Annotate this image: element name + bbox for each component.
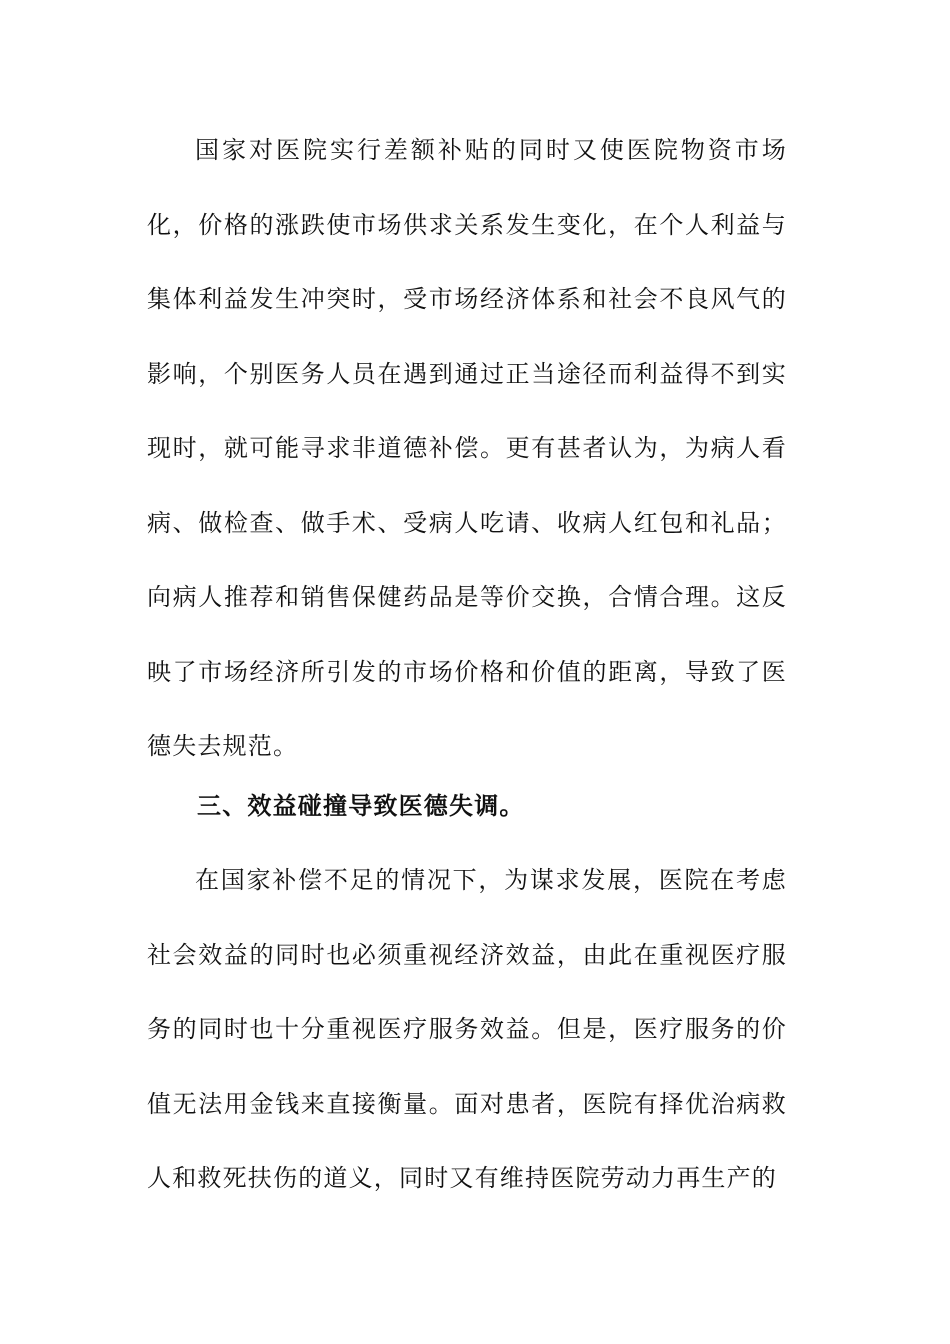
body-paragraph-2: 在国家补偿不足的情况下，为谋求发展，医院在考虑社会效益的同时也必须重视经济效益，由此在重视医疗服务的同时也十分重视医疗服务效益。但是，医疗服务的价值无法用金钱来直接衡量。面对患者，医院有择优治病救人和救死扶伤的道义，同时又有维持医院劳动力再生产的	[147, 866, 787, 1192]
section-heading-3: 三、效益碰撞导致医德失调。	[197, 791, 525, 820]
body-paragraph-1: 国家对医院实行差额补贴的同时又使医院物资市场化，价格的涨跌使市场供求关系发生变化，在个人利益与集体利益发生冲突时，受市场经济体系和社会不良风气的影响，个别医务人员在遇到通过正当途径而利益得不到实现时，就可能寻求非道德补偿。更有甚者认为，为病人看病、做检查、做手术、受病人吃请、收病人红包和礼品；向病人推荐和销售保健药品是等价交换，合情合理。这反映了市场经济所引发的市场价格和价值的距离，导致了医德失去规范。	[147, 136, 787, 760]
